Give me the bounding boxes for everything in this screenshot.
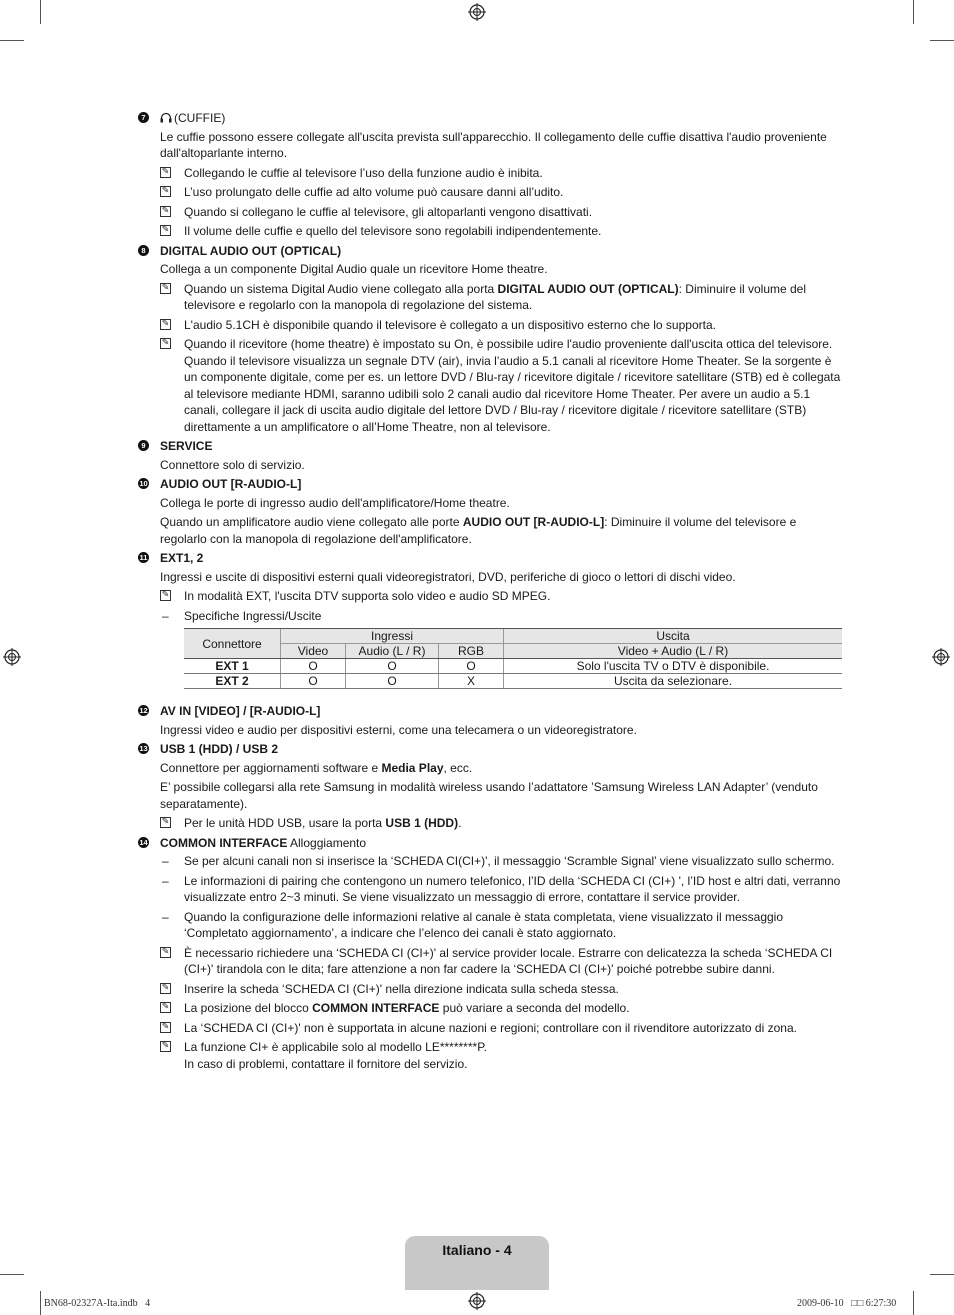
- table-cell: O: [281, 659, 346, 674]
- section-heading: [138, 550, 844, 567]
- section-text: E’ possibile collegarsi alla rete Samsung in modalità wireless usando l’adattatore ’Samsung Wireless LAN Adapter’ (venduto separatamente).: [160, 780, 818, 811]
- bold-text-run: Media Play: [381, 760, 444, 775]
- note-icon: ✎: [161, 817, 170, 827]
- section-text: Collega a un componente Digital Audio quale un ricevitore Home theatre.: [160, 262, 548, 276]
- section-title: (CUFFIE): [174, 111, 226, 125]
- dash-item: [138, 608, 844, 625]
- section-common-interface: [138, 835, 844, 1073]
- note-text: Il volume delle cuffie e quello del televisore sono regolabili indipendentemente.: [184, 224, 602, 238]
- note-text: L’uso prolungato delle cuffie ad alto volume può causare danni all’udito.: [184, 185, 564, 199]
- section-number: 13: [139, 744, 148, 753]
- note-icon: ✎: [161, 982, 170, 993]
- note-text: In modalità EXT, l'uscita DTV supporta solo video e audio SD MPEG.: [184, 589, 551, 603]
- bold-text-run: AUDIO OUT [R-AUDIO-L]: [462, 515, 605, 529]
- section-text: Connettore solo di servizio.: [160, 457, 305, 472]
- header-uscita: Uscita: [504, 629, 843, 644]
- note-item: [138, 1020, 844, 1037]
- note-icon: ✎: [161, 186, 170, 196]
- note-icon: ✎: [161, 590, 170, 600]
- note-text: L'audio 5.1CH è disponibile quando il televisore è collegato a un dispositivo esterno che lo supporta.: [184, 317, 716, 332]
- section-text: [138, 760, 844, 777]
- section-heading: [138, 243, 844, 260]
- slug-timestamp: 2009-06-10 □□ 6:27:30: [797, 1298, 897, 1309]
- note-text: La funzione CI+ è applicabile solo al modello LE********P.: [184, 1040, 487, 1054]
- section-title-suffix: Alloggiamento: [287, 835, 367, 850]
- section-title: DIGITAL AUDIO OUT (OPTICAL): [160, 243, 342, 258]
- note-item: [138, 204, 844, 221]
- text-run: : Diminuire il volume del televisore e regolarlo con la manopola di regolazione dell'amplificatore.: [160, 515, 797, 546]
- section-headphones: [138, 110, 844, 240]
- section-number: 11: [139, 553, 148, 562]
- note-text: Quando il ricevitore (home theatre) è impostato su On, è possibile udire l'audio proveniente dall'uscita ottica del televisore. Quando il televisore visualizza un segnale DTV (air), invia l’audio a 5.1 canali al ricevitore Home Theater. Se la sorgente è un componente digitale, come per es. un lettore DVD / Blu-ray / ricevitore digitale / ricevitore satellitare (STB) ed è collegata al televisore mediante HDMI, saranno udibili solo 2 canali audio dal ricevitore Home Theater. Per avere un audio a 5.1 canali, collegare il jack di uscita audio digitale del lettore DVD / Blu-ray / ricevitore digitale / ricevitore satellitare (STB) direttamente a un amplificatore o all’Home Theatre, non al televisore.: [184, 337, 841, 434]
- section-heading: [138, 476, 844, 493]
- section-title: SERVICE: [160, 439, 213, 453]
- table-cell: EXT 2: [184, 674, 281, 689]
- page-number-tab: [405, 1236, 549, 1290]
- note-icon: ✎: [161, 318, 170, 329]
- note-icon: ✎: [161, 1002, 170, 1012]
- note-text: Per le unità HDD USB, usare la porta: [184, 816, 386, 830]
- note-text: .: [458, 816, 462, 830]
- table-cell: EXT 1: [184, 659, 281, 674]
- crop-mark: [913, 0, 914, 24]
- section-title: COMMON INTERFACE: [160, 835, 288, 850]
- dash-item: [138, 909, 844, 942]
- section-heading: [138, 438, 844, 455]
- crop-mark: [40, 0, 41, 24]
- crop-mark: [913, 1291, 914, 1315]
- header-video: Video: [281, 644, 346, 659]
- note-item: [138, 184, 844, 201]
- header-connettore: Connettore: [184, 629, 281, 659]
- note-icon: ✎: [161, 946, 170, 957]
- section-number: 8: [138, 245, 149, 256]
- note-item: [138, 1039, 844, 1072]
- section-title: EXT1, 2: [160, 551, 204, 565]
- note-text: Inserire la scheda ‘SCHEDA CI (CI+)' nella direzione indicata sulla scheda stessa.: [184, 981, 619, 996]
- crop-mark: [0, 1274, 24, 1275]
- note-bold-text: COMMON INTERFACE: [312, 1001, 440, 1015]
- table-cell: X: [439, 674, 504, 689]
- dash-text: Se per alcuni canali non si inserisce la ‘SCHEDA CI(CI+)', il messaggio ‘Scramble Signal’ viene visualizzato sullo schermo.: [184, 854, 835, 868]
- dash-item: [138, 873, 844, 906]
- dash-text: Le informazioni di pairing che contengono un numero telefonico, l’ID della ‘SCHEDA CI (CI+) ', l’ID host e altri dati, verranno visualizzate entro 2~3 minuti. Se viene visualizzato un messaggio di errore, contattare il service provider.: [184, 873, 841, 904]
- section-text: Ingressi video e audio per dispositivi esterni, come una telecamera o un videoregistratore.: [160, 722, 637, 737]
- section-heading: [138, 703, 844, 720]
- section-number: 10: [139, 479, 148, 488]
- io-spec-table: [184, 628, 842, 689]
- note-item: [138, 588, 844, 605]
- note-text: La ‘SCHEDA CI (CI+)' non è supportata in alcune nazioni e regioni; controllare con il rivenditore autorizzato di zona.: [184, 1020, 797, 1035]
- crop-mark: [0, 40, 24, 41]
- note-text: La posizione del blocco: [184, 1001, 313, 1015]
- section-heading: [138, 741, 844, 758]
- section-text: Collega le porte di ingresso audio dell'amplificatore/Home theatre.: [160, 495, 510, 510]
- section-text: Ingressi e uscite di dispositivi esterni quali videoregistratori, DVD, periferiche di gioco o lettori di dischi video.: [160, 569, 736, 584]
- crop-mark: [40, 1291, 41, 1315]
- table-cell: Solo l'uscita TV o DTV è disponibile.: [504, 659, 843, 674]
- note-icon: ✎: [161, 282, 170, 293]
- note-text: In caso di problemi, contattare il fornitore del servizio.: [184, 1056, 468, 1071]
- crop-mark: [930, 40, 954, 41]
- header-audio: Audio (L / R): [346, 644, 439, 659]
- section-number: 12: [139, 706, 148, 715]
- note-icon: ✎: [161, 338, 170, 348]
- slug-file-info: BN68-02327A-Ita.indb 4: [44, 1298, 151, 1309]
- note-item: [138, 281, 844, 314]
- text-run: , ecc.: [443, 760, 473, 775]
- note-item: [138, 165, 844, 182]
- section-service: [138, 438, 844, 473]
- table-row: [184, 659, 842, 674]
- note-item: [138, 945, 844, 978]
- note-icon: ✎: [161, 1041, 170, 1051]
- headphone-icon: [160, 112, 172, 123]
- section-number: 7: [138, 112, 149, 123]
- note-bold-text: DIGITAL AUDIO OUT (OPTICAL): [497, 281, 679, 296]
- table-cell: O: [439, 659, 504, 674]
- note-text: può variare a seconda del modello.: [439, 1001, 630, 1015]
- note-item: [138, 317, 844, 334]
- section-title: AV IN [VIDEO] / [R-AUDIO-L]: [160, 704, 321, 718]
- note-icon: ✎: [161, 225, 170, 235]
- dash-marker: –: [162, 854, 169, 868]
- registration-mark-icon: [932, 648, 950, 666]
- section-heading: [138, 110, 844, 127]
- note-item: [138, 981, 844, 998]
- section-text: Le cuffie possono essere collegate all'uscita prevista sull'apparecchio. Il collegamento delle cuffie disattiva l'audio proveniente dall'altoparlante interno.: [160, 129, 827, 160]
- section-ext: [138, 550, 844, 689]
- section-title: AUDIO OUT [R-AUDIO-L]: [160, 477, 302, 491]
- note-icon: ✎: [161, 205, 170, 216]
- header-ingressi: Ingressi: [281, 629, 504, 644]
- table-cell: O: [281, 674, 346, 689]
- note-item: [138, 815, 844, 832]
- note-icon: ✎: [161, 1021, 170, 1032]
- note-text: Quando un sistema Digital Audio viene collegato alla porta: [184, 281, 498, 296]
- note-text: Quando si collegano le cuffie al televisore, gli altoparlanti vengono disattivati.: [184, 204, 593, 219]
- registration-mark-icon: [468, 3, 486, 21]
- dash-marker: –: [162, 909, 169, 924]
- note-text: : Diminuire il volume del televisore e regolarlo con la manopola di regolazione del sistema.: [184, 281, 807, 312]
- registration-mark-icon: [468, 1292, 486, 1310]
- table-cell: Uscita da selezionare.: [504, 674, 843, 689]
- section-audio-out: [138, 476, 844, 547]
- section-usb: [138, 741, 844, 832]
- crop-mark: [930, 1274, 954, 1275]
- section-av-in: [138, 703, 844, 738]
- dash-text: Specifiche Ingressi/Uscite: [184, 608, 322, 623]
- note-text: È necessario richiedere una ‘SCHEDA CI (CI+)' al service provider locale. Estrarre con delicatezza la scheda ‘SCHEDA CI (CI+)' tirandola con le dita; fare attenzione a non far cadere la ‘SCHEDA CI (CI+)' poiché potrebbe subire danni.: [184, 945, 833, 976]
- table-cell: O: [346, 659, 439, 674]
- section-number: 9: [138, 440, 149, 451]
- page-label: Italiano - 4: [442, 1242, 512, 1258]
- text-run: Quando un amplificatore audio viene collegato alle porte: [160, 515, 463, 529]
- registration-mark-icon: [3, 648, 21, 666]
- note-text: Collegando le cuffie al televisore l’uso della funzione audio è inibita.: [184, 165, 543, 180]
- note-item: [138, 336, 844, 435]
- note-bold-text: USB 1 (HDD): [385, 816, 459, 830]
- dash-text: Quando la configurazione delle informazioni relative al canale è stata completata, viene visualizzato il messaggio ‘Completato aggiornamento’, a indicare che l’elenco dei canali è stato aggiornato.: [184, 909, 784, 940]
- note-item: [138, 223, 844, 240]
- manual-content: [138, 110, 844, 1075]
- text-run: Connettore per aggiornamenti software e: [160, 760, 382, 775]
- section-title: USB 1 (HDD) / USB 2: [160, 742, 279, 756]
- dash-marker: –: [162, 873, 169, 888]
- section-heading: [138, 835, 844, 852]
- note-item: [138, 1000, 844, 1017]
- table-row: [184, 674, 842, 689]
- section-text: [138, 514, 844, 547]
- table-cell: O: [346, 674, 439, 689]
- dash-marker: –: [162, 608, 169, 623]
- note-icon: ✎: [161, 166, 170, 177]
- header-video-audio: Video + Audio (L / R): [504, 644, 843, 659]
- section-digital-audio-out: [138, 243, 844, 436]
- section-number: 14: [139, 837, 148, 847]
- dash-item: [138, 853, 844, 870]
- header-rgb: RGB: [439, 644, 504, 659]
